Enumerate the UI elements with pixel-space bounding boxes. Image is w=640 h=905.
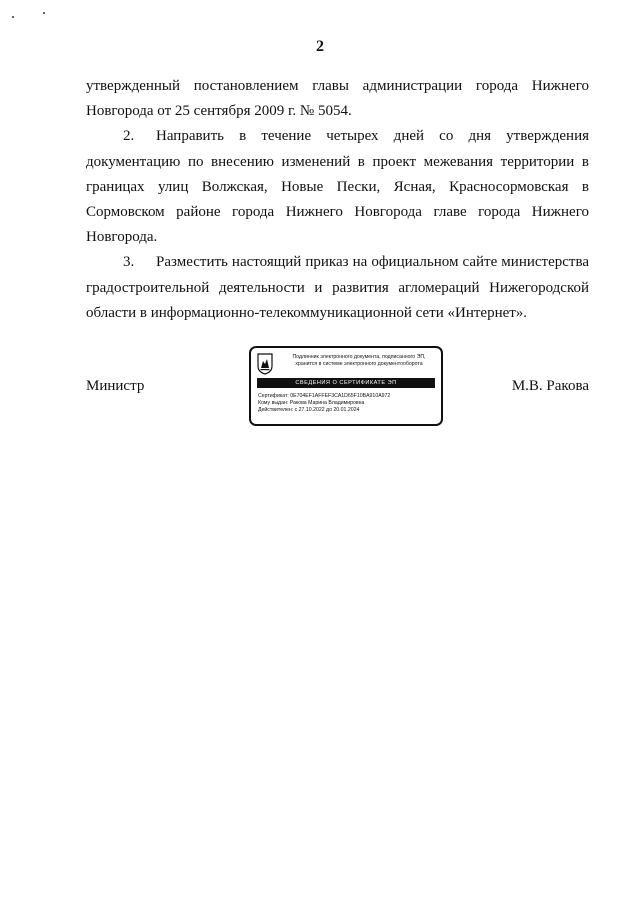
coat-of-arms-icon (257, 353, 273, 375)
electronic-signature-stamp (249, 346, 443, 426)
paragraph-item-3 (86, 250, 589, 326)
stamp-header (279, 354, 439, 368)
item-text: Разместить настоящий приказ на официальном сайте министерства градостроительной деятельности и развития агломераций Нижегородской области в информационно-телекоммуникационной сети «Интернет». (86, 254, 589, 321)
paragraph-continuation: утвержденный постановлением главы администрации города Нижнего Новгорода от 25 сентября 2009 г. № 5054. (86, 78, 589, 120)
scan-specks (12, 12, 52, 20)
scan-speck (43, 12, 45, 14)
signer-name: М.В. Ракова (511, 378, 589, 394)
stamp-certificate: Сертификат: 0E704EF1AFFEF3CA1D65F10BA910A972 (258, 393, 391, 399)
item-number: 3. (123, 254, 135, 271)
scan-speck (12, 16, 14, 18)
stamp-header-line: Подлинник электронного документа, подписанного ЭП, (292, 354, 426, 360)
paragraph-item-2 (86, 124, 589, 250)
stamp-details (258, 393, 390, 414)
stamp-issued-to: Кому выдан: Ракова Марина Владимировна (258, 400, 365, 406)
stamp-validity: Действителен: с 27.10.2022 до 20.01.2024 (258, 407, 360, 413)
page-number: 2 (316, 38, 324, 55)
stamp-header-line: хранится в системе электронного документооборота (295, 361, 423, 367)
stamp-band: СВЕДЕНИЯ О СЕРТИФИКАТЕ ЭП (257, 378, 435, 388)
document-body (86, 74, 589, 326)
item-number: 2. (123, 128, 135, 145)
item-text: Направить в течение четырех дней со дня утверждения документацию по внесению изменений в проект межевания территории в границах улиц Волжская, Новые Пески, Ясная, Красносормовская в Сормовском районе города Нижнего Новгорода главе города Нижнего Новгорода. (86, 128, 589, 246)
signer-title: Министр (86, 378, 145, 394)
signature-block (86, 346, 589, 430)
